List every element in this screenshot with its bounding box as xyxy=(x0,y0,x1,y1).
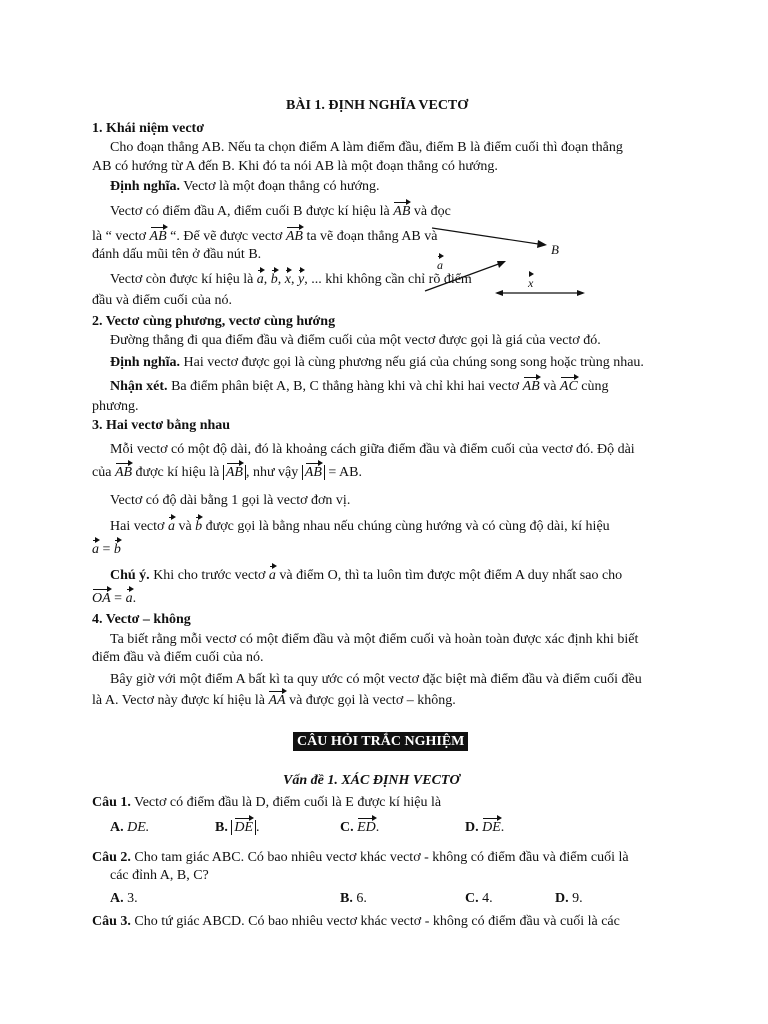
q1-choice-d[interactable]: D. DE. xyxy=(465,820,505,835)
s3-note-formula: OA = a. xyxy=(92,591,137,606)
section-4-heading: 4. Vectơ – không xyxy=(92,612,191,627)
s4-paragraph-2-line-2: là A. Vectơ này được kí hiệu là AA và được gọi là vectơ – không. xyxy=(92,693,456,708)
vector-a-arrowhead xyxy=(497,261,506,268)
q2-choice-d[interactable]: D. 9. xyxy=(555,891,583,906)
q2-choice-a[interactable]: A. 3. xyxy=(110,891,138,906)
definition-text: Vectơ là một đoạn thẳng có hướng. xyxy=(180,179,380,194)
question-2-line-2: các đỉnh A, B, C? xyxy=(110,868,209,883)
s2-note-line-2: phương. xyxy=(92,399,139,414)
vector-x-tail xyxy=(495,290,503,296)
s1-paragraph-3-line-1: Vectơ còn được kí hiệu là a, b, x, y, ... khi không cần chỉ rõ điểm xyxy=(110,272,472,287)
s1-paragraph-1-line-1: Cho đoạn thẳng AB. Nếu ta chọn điểm A làm điểm đầu, điểm B là điểm cuối thì đoạn thẳng xyxy=(110,140,623,155)
q1-choice-b[interactable]: B. DE . xyxy=(215,820,260,835)
s4-paragraph-2-line-1: Bây giờ với một điểm A bất kì ta quy ước có một vectơ đặc biệt mà điểm đầu và điểm cuối đều xyxy=(110,672,642,687)
s3-paragraph-1-line-1: Mỗi vectơ có một độ dài, đó là khoảng cách giữa điểm đầu và điểm cuối của vectơ đó. Độ dài xyxy=(110,442,635,457)
vector-ab-line xyxy=(432,228,545,245)
s3-paragraph-1-line-2: của AB được kí hiệu là AB , như vậy AB = AB. xyxy=(92,465,362,480)
figure-label-a: a xyxy=(437,256,443,275)
definition-label: Định nghĩa. xyxy=(110,179,181,194)
s1-paragraph-2-line-2: là “ vectơ AB “. Để vẽ được vectơ AB ta vẽ đoạn thẳng AB và xyxy=(92,229,438,244)
s3-note-line-1: Chú ý. Khi cho trước vectơ a và điểm O, thì ta luôn tìm được một điểm A duy nhất sao cho xyxy=(110,568,623,583)
figure-label-x: x xyxy=(528,274,533,293)
vector-ab-symbol: AB xyxy=(393,204,411,219)
q2-choice-b[interactable]: B. 6. xyxy=(340,891,367,906)
section-1-heading: 1. Khái niệm vectơ xyxy=(92,121,204,136)
s1-paragraph-2-line-3: đánh dấu mũi tên ở đầu nút B. xyxy=(92,247,262,262)
vector-figure xyxy=(0,0,768,320)
s2-note-line-1: Nhận xét. Ba điểm phân biệt A, B, C thẳng hàng khi và chỉ khi hai vectơ AB và AC cùng xyxy=(110,379,609,394)
quiz-banner: CÂU HỎI TRẮC NGHIỆM xyxy=(293,732,468,751)
section-3-heading: 3. Hai vectơ bằng nhau xyxy=(92,418,231,433)
quiz-topic: Vấn đề 1. XÁC ĐỊNH VECTƠ xyxy=(283,773,460,788)
question-3: Câu 3. Cho tứ giác ABCD. Có bao nhiêu vectơ khác vectơ - không có điểm đầu và cuối là các xyxy=(92,914,620,929)
q2-choice-c[interactable]: C. 4. xyxy=(465,891,493,906)
q1-choice-c[interactable]: C. ED. xyxy=(340,820,380,835)
s2-definition: Định nghĩa. Hai vectơ được gọi là cùng phương nếu giá của chúng song song hoặc trùng nhau. xyxy=(110,355,644,370)
question-1: Câu 1. Vectơ có điểm đầu là D, điểm cuối là E được kí hiệu là xyxy=(92,795,442,810)
s3-paragraph-2: Vectơ có độ dài bằng 1 gọi là vectơ đơn vị. xyxy=(110,493,351,508)
section-2-heading: 2. Vectơ cùng phương, vectơ cùng hướng xyxy=(92,314,336,329)
s4-paragraph-1-line-1: Ta biết rằng mỗi vectơ có một điểm đầu và một điểm cuối và hoàn toàn được xác định khi biết xyxy=(110,632,639,647)
q1-choice-a[interactable]: A. DE. xyxy=(110,820,150,835)
s3-paragraph-3-line-1: Hai vectơ a và b được gọi là bằng nhau nếu chúng cùng hướng và có cùng độ dài, kí hiệu xyxy=(110,519,610,534)
figure-label-b: B xyxy=(551,242,559,257)
page-title: BÀI 1. ĐỊNH NGHĨA VECTƠ xyxy=(286,98,469,113)
question-2-line-1: Câu 2. Cho tam giác ABC. Có bao nhiêu vectơ khác vectơ - không có điểm đầu và điểm cuối là xyxy=(92,850,629,865)
s2-paragraph-1: Đường thẳng đi qua điểm đầu và điểm cuối của một vectơ được gọi là giá của vectơ đó. xyxy=(110,333,601,348)
s1-paragraph-2-line-1: Vectơ có điểm đầu A, điểm cuối B được kí hiệu là AB và đọc xyxy=(110,204,451,219)
s4-paragraph-1-line-2: điểm đầu và điểm cuối của nó. xyxy=(92,650,264,665)
s3-equality-formula: a = b xyxy=(92,542,121,557)
s1-paragraph-3-line-2: đầu và điểm cuối của nó. xyxy=(92,293,232,308)
vector-x-arrowhead xyxy=(577,290,585,296)
s1-paragraph-1-line-2: AB có hướng từ A đến B. Khi đó ta nói AB là một đoạn thẳng có hướng. xyxy=(92,159,498,174)
vector-ab-arrowhead xyxy=(537,240,547,248)
